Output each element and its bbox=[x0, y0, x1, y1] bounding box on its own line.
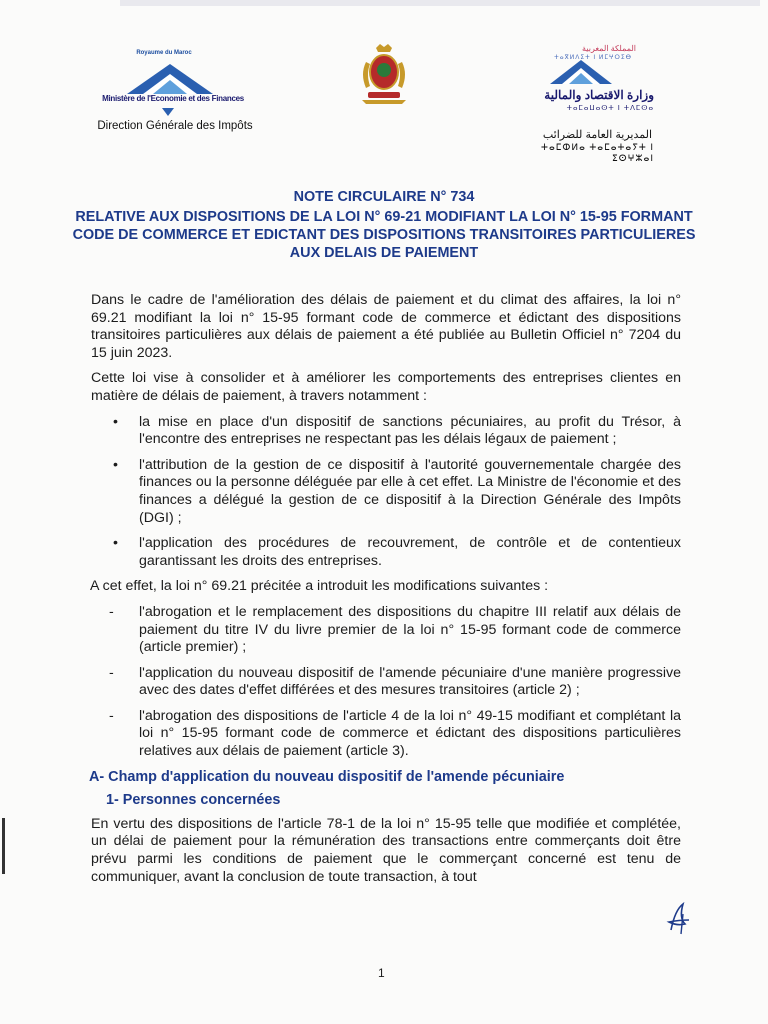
initials-signature-icon bbox=[665, 900, 695, 936]
ministry-triangle-icon bbox=[125, 64, 215, 98]
arabic-kingdom-label: المملكة المغربية bbox=[582, 44, 636, 53]
direction-name: Direction Générale des Impôts bbox=[97, 120, 253, 132]
scan-margin-mark bbox=[2, 818, 5, 874]
tifinagh-kingdom-label: ⵜⴰⴳⵍⴷⵉⵜ ⵏ ⵍⵎⵖⵔⵉⴱ bbox=[554, 55, 632, 61]
ministry-name: Ministère de l'Economie et des Finances bbox=[102, 94, 244, 103]
circular-subject-title: RELATIVE AUX DISPOSITIONS DE LA LOI N° 69-21 MODIFIANT LA LOI N° 15-95 FORMANT CODE DE COMMERCE ET EDICTANT DES DISPOSITIONS TRANSITOIRES PARTICULIERES AUX DELAIS DE PAIEMENT bbox=[72, 209, 696, 261]
list-item: - l'abrogation et le remplacement des dispositions du chapitre III relatif aux délais de paiement du titre IV du livre premier de la loi n° 15-95 formant code de commerce (article premier) ; bbox=[91, 604, 681, 657]
ministry-logo bbox=[80, 50, 280, 140]
kingdom-label: Royaume du Maroc bbox=[136, 50, 192, 56]
list-item: - l'abrogation des dispositions de l'article 4 de la loi n° 49-15 modifiant et complétant la loi n° 15-95 formant code de commerce et édictant des dispositions particulières relatives aux délais de paiement (article 3). bbox=[91, 708, 681, 761]
paragraph-persons-concerned: En vertu des dispositions de l'article 78-1 de la loi n° 15-95 telle que modifiée et complétée, un délai de paiement pour la rémunération des transactions entre commerçants doit être prévu parmi les conditions de paiement que le commerçant concerné est tenu de communiquer, avant la conclusion de toute transaction, à tout bbox=[91, 815, 681, 885]
scan-top-stripe bbox=[120, 0, 760, 6]
objectives-list bbox=[91, 414, 681, 571]
arabic-ministry-logo bbox=[504, 44, 654, 163]
paragraph-intro: Dans le cadre de l'amélioration des délais de paiement et du climat des affaires, la loi n° 69.21 modifiant la loi n° 15-95 formant code de commerce et édictant des dispositions transitoires particulières aux délais de paiement a été publiée au Bulletin Officiel n° 7204 du 15 juin 2023. bbox=[91, 292, 681, 361]
small-triangle-icon bbox=[162, 108, 174, 116]
list-item: • la mise en place d'un dispositif de sanctions pécuniaires, au profit du Trésor, à l'encontre des entreprises ne respectant pas les délais légaux de paiement ; bbox=[91, 414, 681, 449]
arabic-ministry-name: وزارة الاقتصاد والمالية bbox=[544, 88, 654, 102]
list-item: - l'application du nouveau dispositif de l'amende pécuniaire d'une manière progressive avec des dates d'effet différées et des mesures transitoires (article 2) ; bbox=[91, 665, 681, 700]
arabic-direction-name: المديرية العامة للضرائب bbox=[542, 129, 652, 141]
royal-emblem-icon bbox=[356, 42, 412, 106]
tifinagh-direction-name: ⵜⴰⵎⵀⵍⴰ ⵜⴰⵎⴰⵜⴰⵢⵜ ⵏ ⵉⵙⵖⵣⴰⵏ bbox=[541, 142, 654, 163]
modifications-list bbox=[91, 604, 681, 761]
paragraph-objective: Cette loi vise à consolider et à améliorer les comportements des entreprises clientes en matière de délais de paiement, à travers notamment : bbox=[91, 370, 681, 404]
tifinagh-ministry-name: ⵜⴰⵎⴰⵡⴰⵙⵜ ⵏ ⵜⴷⵎⵙⴰ bbox=[566, 105, 654, 112]
circular-number-title: NOTE CIRCULAIRE N° 734 bbox=[293, 189, 475, 205]
arabic-logo-triangle-icon bbox=[548, 60, 614, 86]
paragraph-modifications: A cet effet, la loi n° 69.21 précitée a introduit les modifications suivantes : bbox=[90, 578, 549, 595]
page-number: 1 bbox=[378, 966, 385, 980]
list-item: • l'attribution de la gestion de ce dispositif à l'autorité gouvernementale chargée des finances ou la personne déléguée par elle à cet effet. La Ministre de l'économie et des finances a délégué la gestion de ce dispositif à la Direction Générale des Impôts (DGI) ; bbox=[91, 457, 681, 527]
section-heading-a: A- Champ d'application du nouveau dispositif de l'amende pécuniaire bbox=[89, 768, 565, 785]
subsection-heading-1: 1- Personnes concernées bbox=[106, 792, 281, 809]
list-item: • l'application des procédures de recouvrement, de contrôle et de contentieux garantissant les droits des entreprises. bbox=[91, 535, 681, 570]
document-body bbox=[91, 292, 681, 894]
